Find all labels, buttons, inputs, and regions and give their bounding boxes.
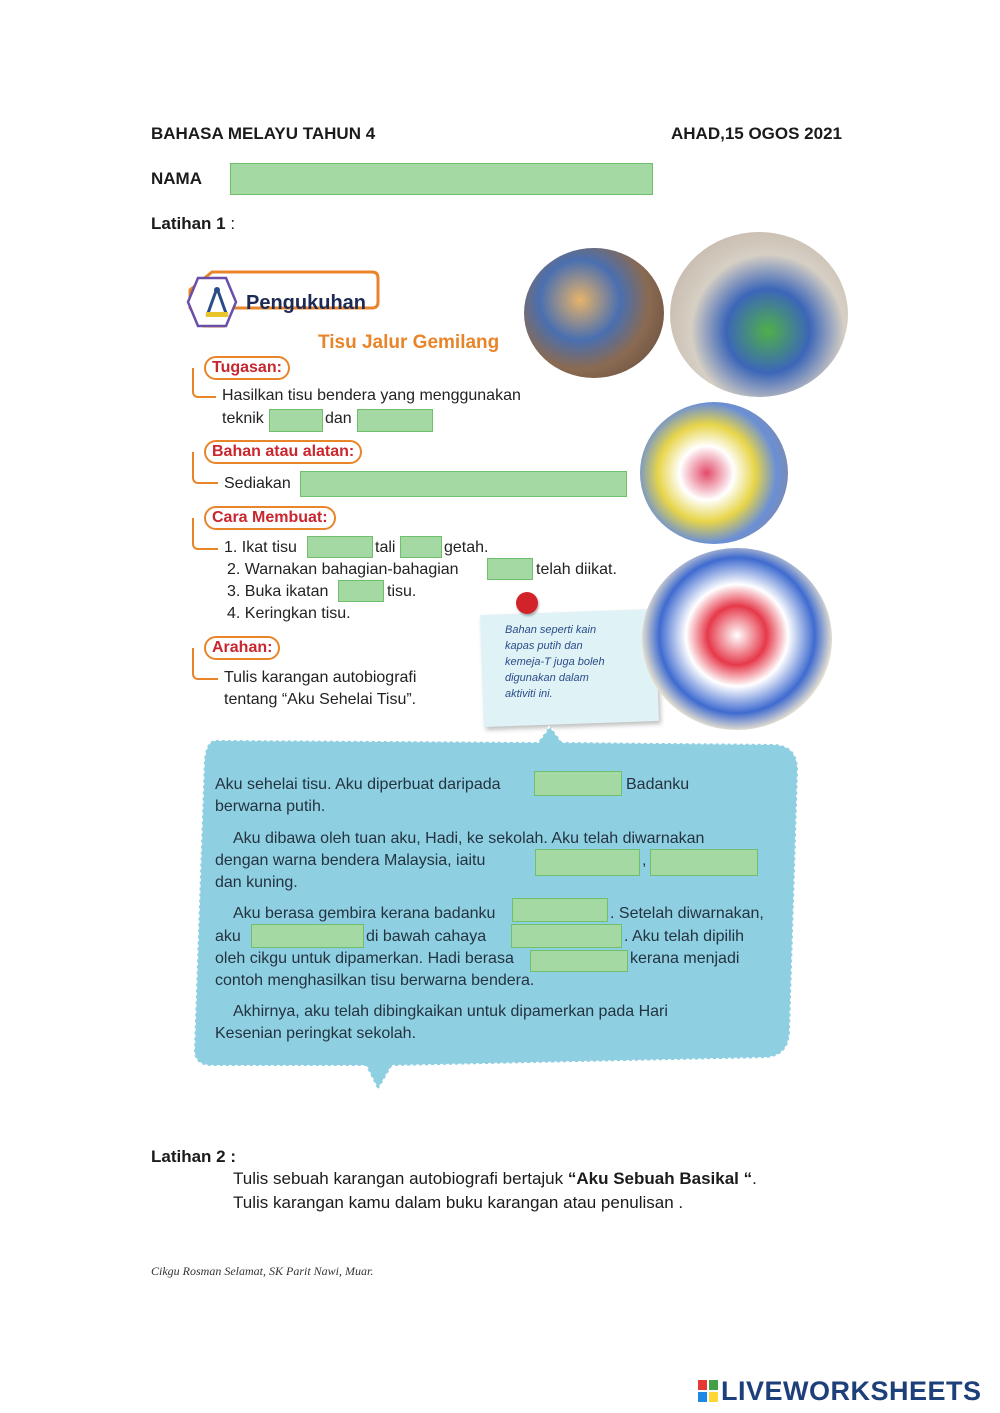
step-3-end: tisu.: [387, 583, 417, 600]
note-line-5: aktiviti ini.: [505, 688, 553, 700]
photo-materials-1: [524, 248, 664, 378]
essay-p4-b: Kesenian peringkat sekolah.: [215, 1025, 417, 1042]
arahan-label: Arahan:: [204, 636, 280, 660]
activity-subtitle: Tisu Jalur Gemilang: [318, 332, 500, 353]
photo-dyed-tissue: [640, 402, 788, 544]
essay-p1-b: Badanku: [626, 776, 690, 793]
exercise-2-line-2: Tulis karangan kamu dalam buku karangan atau penulisan .: [233, 1193, 684, 1212]
essay-p3-h: contoh menghasilkan tisu berwarna bendera.: [215, 972, 535, 989]
tugasan-line-1: Hasilkan tisu bendera yang menggunakan: [222, 387, 521, 404]
step-3-input[interactable]: [338, 580, 384, 602]
essay-p2-a: Aku dibawa oleh tuan aku, Hadi, ke sekolah. Aku telah diwarnakan: [233, 830, 705, 847]
step-1-input-2[interactable]: [400, 536, 442, 558]
note-line-1: Bahan seperti kain: [505, 624, 597, 636]
bahan-text: Sediakan: [224, 475, 291, 492]
teknik-input-2[interactable]: [357, 409, 433, 432]
essay-input-5[interactable]: [251, 924, 364, 948]
arahan-line-2: tentang “Aku Sehelai Tisu”.: [224, 691, 417, 708]
date-label: AHAD,15 OGOS 2021: [670, 124, 842, 143]
step-1-text: 1. Ikat tisu: [224, 539, 297, 556]
compass-icon: [200, 286, 234, 320]
essay-input-4[interactable]: [512, 898, 608, 922]
note-line-3: kemeja-T juga boleh: [505, 656, 605, 668]
essay-input-2[interactable]: [535, 849, 640, 876]
essay-p2-c: dan kuning.: [215, 874, 298, 891]
exercise-1-title: Latihan 1 :: [151, 214, 236, 233]
name-label: NAMA: [151, 169, 202, 188]
essay-p3-c: aku: [215, 928, 241, 945]
photo-framed-tissue: [642, 548, 832, 730]
step-2-end: telah diikat.: [536, 561, 617, 578]
bahan-input[interactable]: [300, 471, 627, 497]
essay-p4-a: Akhirnya, aku telah dibingkaikan untuk dipamerkan pada Hari: [233, 1003, 668, 1020]
essay-p3-f: oleh cikgu untuk dipamerkan. Hadi berasa: [215, 950, 514, 967]
liveworksheets-logo-icon: [698, 1380, 718, 1402]
step-1-input-1[interactable]: [307, 536, 373, 558]
essay-p3-e: . Aku telah dipilih: [624, 928, 745, 945]
photo-materials-2: [670, 232, 848, 397]
essay-p2-b: dengan warna bendera Malaysia, iaitu: [215, 852, 486, 869]
liveworksheets-brand: LIVEWORKSHEETS: [721, 1376, 982, 1406]
step-4-text: 4. Keringkan tisu.: [227, 605, 351, 622]
step-1-tali: tali: [375, 539, 396, 556]
essay-input-3[interactable]: [650, 849, 758, 876]
step-1-getah: getah.: [444, 539, 489, 556]
subject-title: BAHASA MELAYU TAHUN 4: [151, 124, 376, 143]
tugasan-label: Tugasan:: [204, 356, 290, 380]
essay-p1-c: berwarna putih.: [215, 798, 326, 815]
essay-input-6[interactable]: [511, 924, 622, 948]
essay-p3-g: kerana menjadi: [630, 950, 740, 967]
essay-p2-comma: ,: [642, 852, 647, 869]
exercise-2-line-1: Tulis sebuah karangan autobiografi bertajuk “Aku Sebuah Basikal “.: [233, 1169, 757, 1188]
pushpin-icon: [516, 592, 538, 614]
footer-credit: Cikgu Rosman Selamat, SK Parit Nawi, Muar.: [151, 1264, 374, 1278]
tugasan-dan: dan: [325, 410, 352, 427]
teknik-input-1[interactable]: [269, 409, 323, 432]
bahan-label: Bahan atau alatan:: [204, 440, 362, 464]
exercise-2-title: Latihan 2 :: [151, 1147, 237, 1166]
essay-p3-b: . Setelah diwarnakan,: [610, 905, 764, 922]
cara-label: Cara Membuat:: [204, 506, 336, 530]
essay-input-1[interactable]: [534, 771, 622, 796]
essay-input-7[interactable]: [530, 950, 628, 972]
step-2-text: 2. Warnakan bahagian-bahagian: [227, 561, 459, 578]
essay-p3-d: di bawah cahaya: [366, 928, 487, 945]
arahan-line-1: Tulis karangan autobiografi: [224, 669, 417, 686]
step-2-input[interactable]: [487, 558, 533, 580]
tugasan-teknik: teknik: [222, 410, 264, 427]
essay-p1-a: Aku sehelai tisu. Aku diperbuat daripada: [215, 776, 501, 793]
step-3-text: 3. Buka ikatan: [227, 583, 329, 600]
unit-title: Pengukuhan: [246, 292, 367, 314]
note-line-4: digunakan dalam: [505, 672, 589, 684]
note-line-2: kapas putih dan: [505, 640, 583, 652]
essay-p3-a: Aku berasa gembira kerana badanku: [233, 905, 496, 922]
